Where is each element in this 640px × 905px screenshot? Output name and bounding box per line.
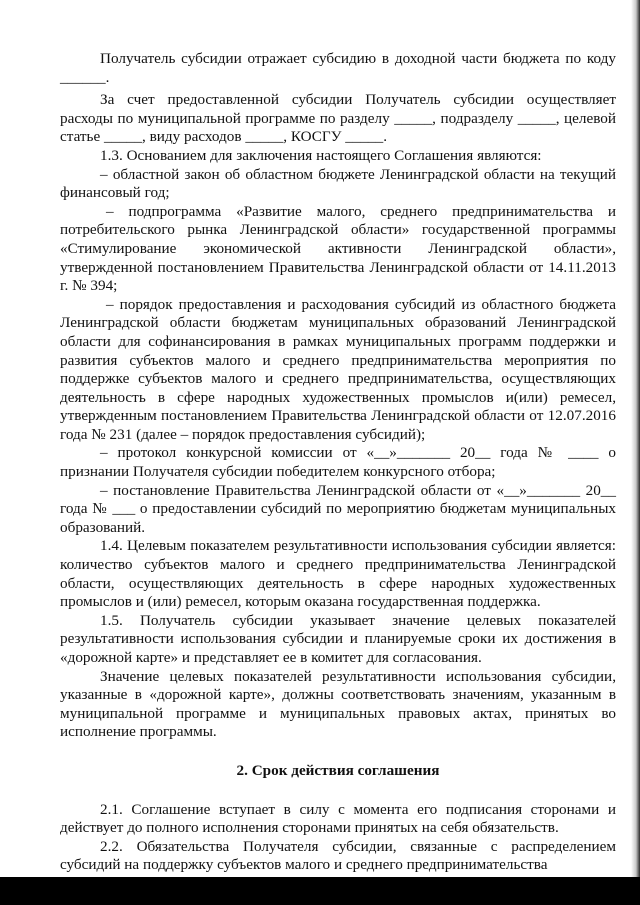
paragraph-obligations: 2.2. Обязательства Получателя субсидии, связанные с распределением субсидий на поддержку субъектов малого и среднего предпринимательства xyxy=(60,837,616,874)
scan-edge-shadow xyxy=(631,0,640,877)
section-heading: 2. Срок действия соглашения xyxy=(236,761,440,779)
paragraph-resolution: – постановление Правительства Ленинградской области от «__»_______ 20__ года № ___ о предоставлении субсидий по мероприятию бюджетам муниципальных образований. xyxy=(60,481,616,536)
paragraph-expenses: За счет предоставленной субсидии Получатель субсидии осуществляет расходы по муниципальной программе по разделу _____, подразделу _____, целевой статье _____, виду расходов _____, КОСГУ _____. xyxy=(60,91,616,146)
paragraph-budget-income: Получатель субсидии отражает субсидию в доходной части бюджета по коду ______. xyxy=(60,50,616,86)
paragraph-procedure: – порядок предоставления и расходования субсидий из областного бюджета Ленинградской области бюджетам муниципальных образований Ленинградской области для софинансирования в рамках муниципальных программ поддержки и развития субъектов малого и среднего предпринимательства мероприятия по поддержке субъектов малого и среднего предпринимательства, осуществляющих деятельность в сфере народных художественных промыслов и(или) ремесел, утвержденным постановлением Правительства Ленинградской области от 12.07.2016 года № 231 (далее – порядок предоставления субсидий); xyxy=(60,295,616,443)
paragraph-grounds-intro: 1.3. Основанием для заключения настоящего Соглашения являются: xyxy=(100,146,542,164)
paragraph-target-indicator: 1.4. Целевым показателем результативности использования субсидии является: количество субъектов малого и среднего предпринимательства Ленинградской области, осуществляющих деятельность в сфере народных художественных промыслов и (или) ремесел, которым оказана государственная поддержка. xyxy=(60,537,616,611)
paragraph-regional-law: – областной закон об областном бюджете Ленинградской области на текущий финансовый год; xyxy=(60,165,616,202)
paragraph-effective-date: 2.1. Соглашение вступает в силу с момента его подписания сторонами и действует до полного исполнения сторонами принятых на себя обязательств. xyxy=(60,800,616,837)
paragraph-subprogram: – подпрограмма «Развитие малого, среднего предпринимательства и потребительского рынка Ленинградской области» государственной программы «Стимулирование экономической активности Ленинградской области», утвержденной постановлением Правительства Ленинградской области от 14.11.2013 г. № 394; xyxy=(60,202,616,295)
document-page xyxy=(60,50,616,875)
paragraph-protocol: – протокол конкурсной комиссии от «__»_______ 20__ года № ____ о признании Получателя субсидии победителем конкурсного отбора; xyxy=(60,444,616,481)
paragraph-indicator-values: Значение целевых показателей результативности использования субсидии, указанные в «дорожной карте», должны соответствовать значениям, указанным в муниципальной программе и муниципальных правовых актах, принятых во исполнение программы. xyxy=(60,667,616,741)
scan-bottom-border xyxy=(0,877,640,905)
paragraph-roadmap: 1.5. Получатель субсидии указывает значение целевых показателей результативности использования субсидии и планируемые сроки их достижения в «дорожной карте» и представляет ее в комитет для согласования. xyxy=(60,611,616,666)
